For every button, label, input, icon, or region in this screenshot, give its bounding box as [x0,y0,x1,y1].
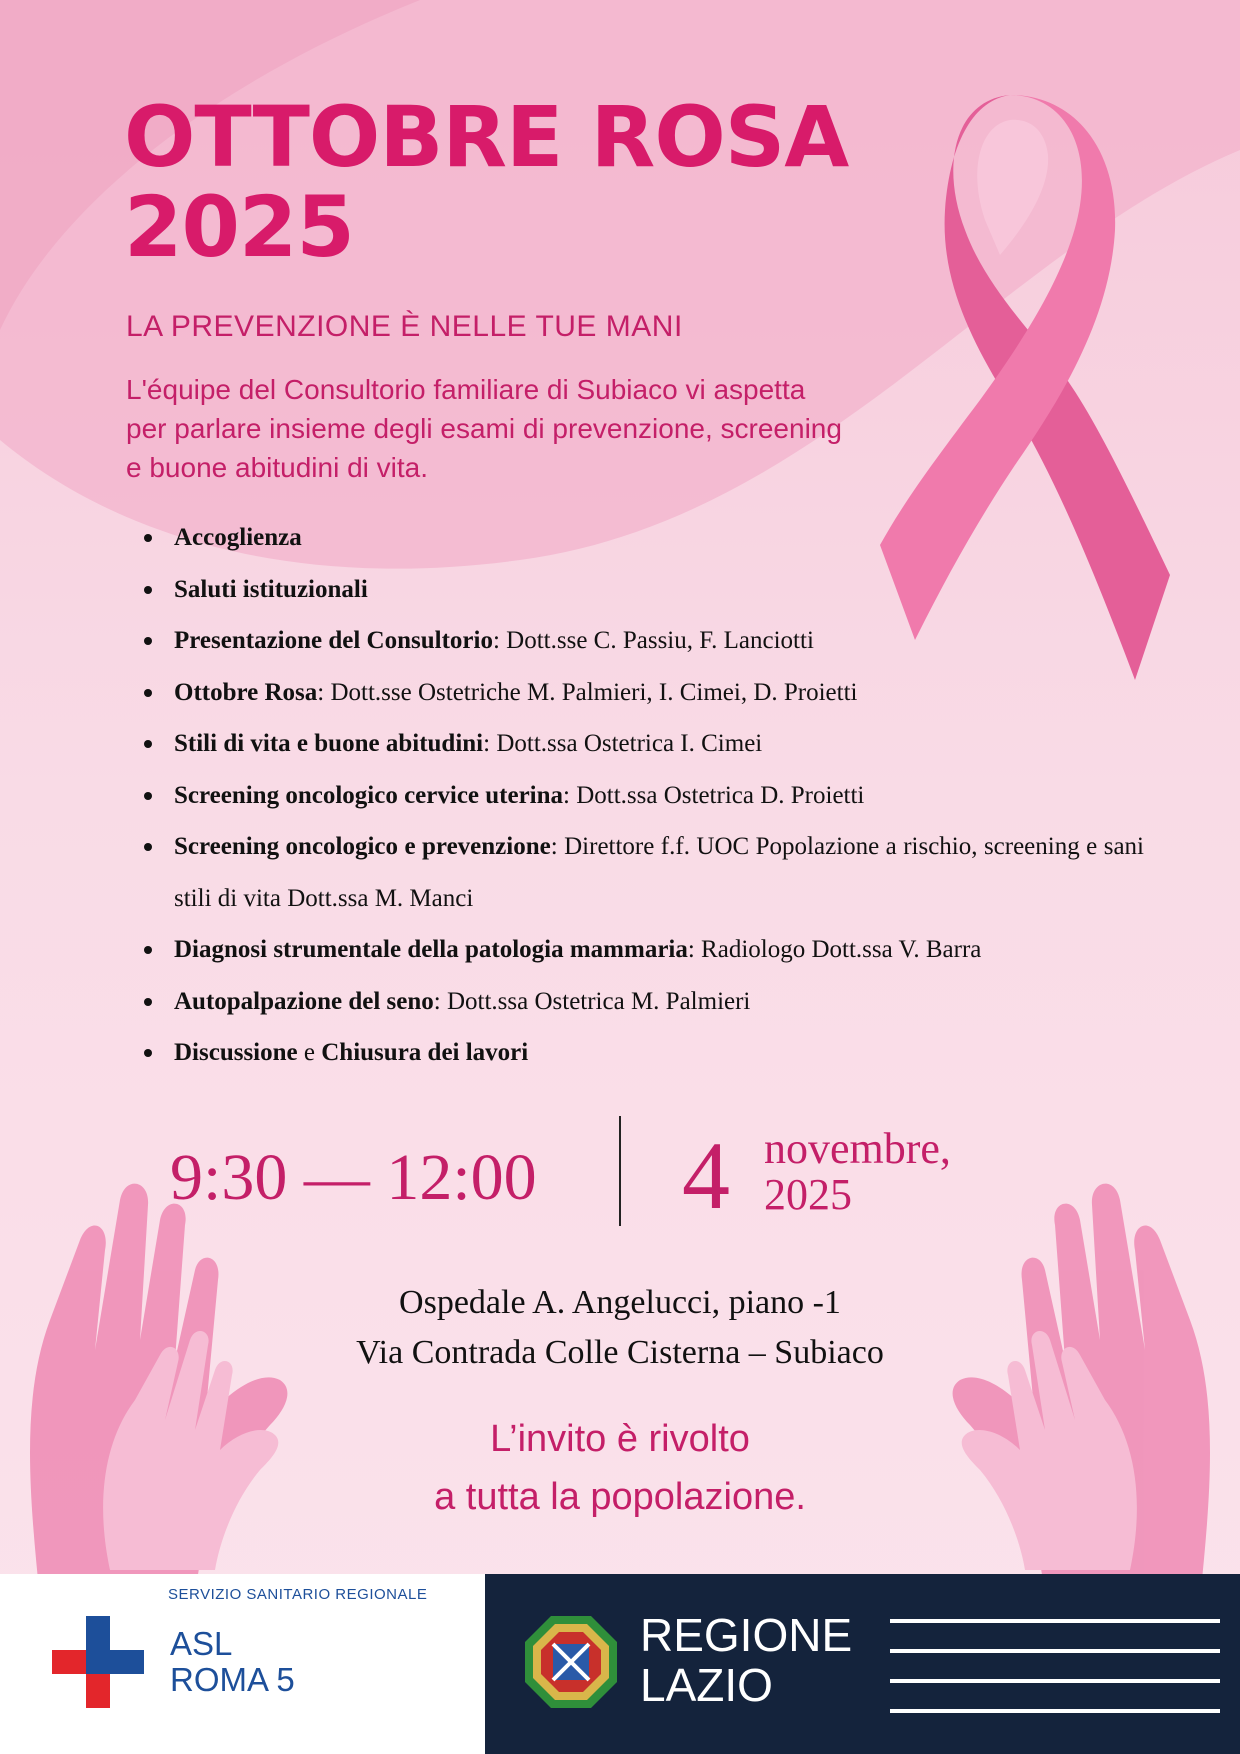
agenda-item-detail: : Dott.sse C. Passiu, F. Lanciotti [492,627,814,654]
event-time: 9:30 — 12:00 [170,1141,537,1214]
event-month: novembre, [764,1124,951,1173]
invite-line-2: a tutta la popolazione. [434,1476,806,1518]
agenda-item [144,667,1144,719]
agenda-item-title: Ottobre Rosa [174,678,318,706]
agenda-list [144,512,1144,1079]
agenda-item-detail: : Dott.ssa Ostetrica D. Proietti [563,781,865,809]
regional-service-label: SERVIZIO SANITARIO REGIONALE [168,1586,428,1603]
region-logo-block [485,1574,1240,1754]
agenda-item [144,512,1144,564]
agenda-item-title: Diagnosi strumentale della patologia mammaria [174,936,688,963]
agenda-item [144,718,1144,770]
agenda-item-detail: e [297,1039,322,1066]
agenda-item-title: Screening oncologico e prevenzione [174,833,551,860]
agenda-item-detail: : Dott.sse Ostetriche M. Palmieri, I. Cimei, D. Proietti [317,678,858,706]
location-line-1: Ospedale A. Angelucci, piano -1 [399,1284,841,1321]
intro-line-3: e buone abitudini di vita. [126,452,428,483]
intro-line-2: per parlare insieme degli esami di prevenzione, screening [126,413,842,444]
region-name-line-1: REGIONE [640,1609,853,1661]
agenda-item-detail: : Radiologo Dott.ssa V. Barra [687,936,982,963]
agenda-item-detail: : Direttore f.f. UOC Popolazione a rischio, screening e sani stili di vita Dott.ssa M. Manci [174,833,1144,912]
invite-line-1: L’invito è rivolto [490,1418,750,1460]
agenda-item-title: Accoglienza [174,524,302,551]
agenda-item-title: Presentazione del Consultorio [174,627,493,654]
location-line-2: Via Contrada Colle Cisterna – Subiaco [356,1334,884,1371]
subtitle: LA PREVENZIONE È NELLE TUE MANI [126,310,683,343]
agenda-item-title: Autopalpazione del seno [174,987,434,1015]
page-title [124,88,849,276]
agenda-item-title: Chiusura dei lavori [321,1039,529,1066]
agenda-item [144,770,1144,822]
region-name-line-2: LAZIO [640,1659,773,1711]
event-month-year [764,1126,951,1218]
agenda-item [144,924,1144,976]
agenda-item [144,976,1144,1028]
footer [0,1574,1240,1754]
decorative-stripes [890,1619,1220,1719]
intro-line-1: L'équipe del Consultorio familiare di Subiaco vi aspetta [126,374,806,405]
agenda-item-title: Screening oncologico cervice uterina [174,781,564,809]
medical-cross-icon [52,1616,144,1708]
title-line-1: OTTOBRE ROSA [124,88,849,186]
agenda-item-title: Discussione [174,1039,298,1066]
event-day: 4 [682,1122,730,1229]
raised-hands-icon [953,1184,1210,1600]
regional-crest-icon [523,1614,619,1710]
agenda-item [144,821,1144,924]
agenda-item [144,564,1144,616]
asl-name-line-1: ASL [170,1625,233,1662]
asl-name [170,1626,295,1698]
intro-text [126,370,906,487]
divider [619,1116,621,1226]
agenda-item-title: Saluti istituzionali [174,575,368,603]
title-line-2: 2025 [124,178,354,276]
raised-hands-icon [30,1184,287,1600]
asl-logo-block [0,1574,485,1754]
region-name [640,1610,852,1710]
agenda-item [144,1027,1144,1079]
agenda-item-detail: : Dott.ssa Ostetrica M. Palmieri [433,987,751,1015]
asl-name-line-2: ROMA 5 [170,1661,295,1698]
agenda-item-title: Stili di vita e buone abitudini [174,730,484,757]
event-year: 2025 [764,1170,852,1219]
agenda-item [144,615,1144,667]
agenda-item-detail: : Dott.ssa Ostetrica I. Cimei [483,730,763,757]
